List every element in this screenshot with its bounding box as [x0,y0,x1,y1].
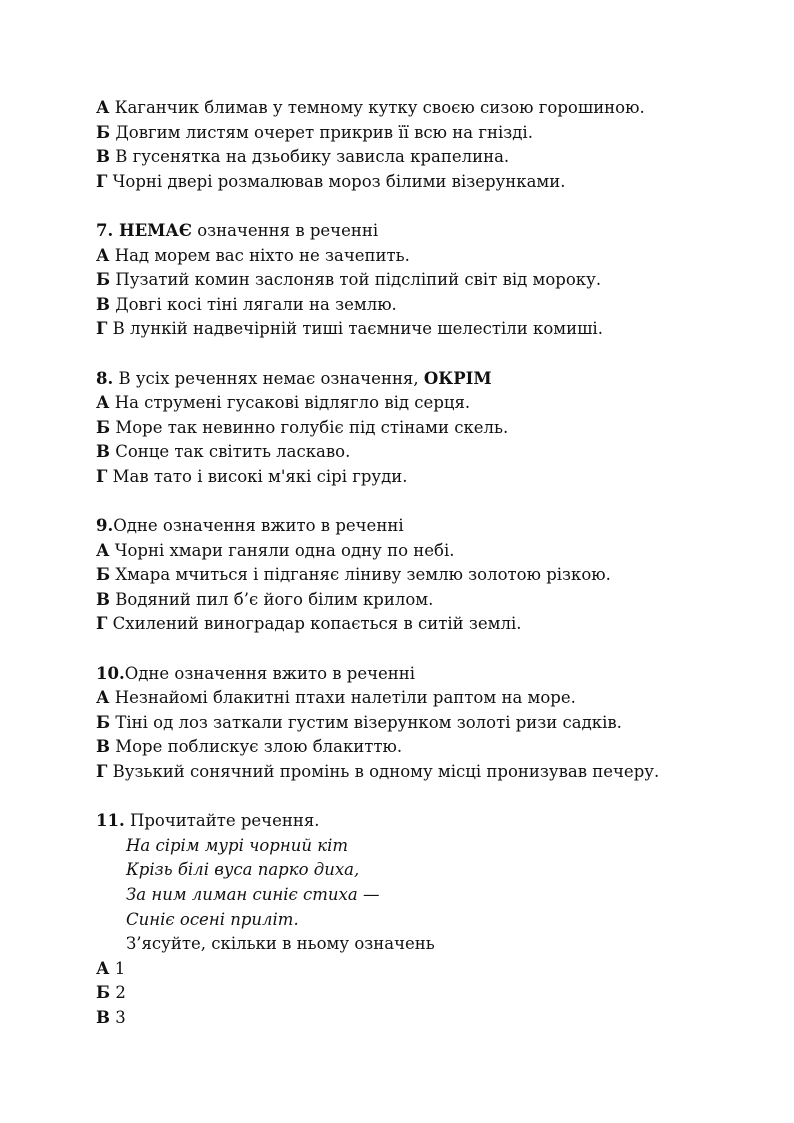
option-text: Мав тато і високі м'які сірі груди. [107,466,408,486]
option-letter: Б [96,712,111,732]
option-line [96,563,736,588]
option-line [96,539,736,564]
option-line [96,121,736,146]
option-line [96,711,736,736]
question-heading [96,662,736,687]
question-11 [96,809,736,1030]
question-heading [96,809,736,834]
spacer [96,637,736,662]
spacer [96,490,736,515]
option-text: 3 [109,1007,126,1027]
option-text: Незнайомі блакитні птахи налетіли раптом на море. [109,688,576,708]
option-letter: Г [96,319,108,339]
option-line [96,957,736,982]
option-letter: А [96,393,110,413]
option-text: Хмара мчиться і підганяє ліниву землю золотою різкою. [110,565,611,585]
question-keyword: НЕМАЄ [113,220,192,240]
option-text: Водяний пил б’є його білим крилом. [109,589,434,609]
poem-line: На сірім мурі чорний кіт [126,835,348,855]
option-line [96,391,736,416]
poem-line: Крізь білі вуса парко диха, [126,860,360,880]
option-letter: В [96,737,110,757]
option-text: Сонце так світить ласкаво. [109,442,351,462]
option-letter: Б [96,122,111,142]
test-page [96,96,736,1031]
option-text: Каганчик блимав у темному кутку своєю сизою горошиною. [109,98,645,117]
option-letter: В [96,294,110,314]
option-line [96,268,736,293]
option-line [96,735,736,760]
option-text: Море поблискує злою блакиттю. [109,737,403,757]
question-text: В усіх реченнях немає означення, [113,368,424,388]
option-letter: Г [96,171,108,191]
option-line [96,612,736,637]
question-number: 9. [96,516,114,536]
option-letter: А [96,98,110,117]
option-line [96,760,736,785]
option-letter: Б [96,417,111,437]
question-6-options [96,96,736,194]
poem-line: За ним лиман синіє стиха — [126,885,380,904]
option-letter: Б [96,270,111,290]
option-letter: А [96,245,110,265]
question-heading [96,367,736,392]
question-7 [96,219,736,342]
option-text: Море так невинно голубіє під стінами скель. [110,417,509,437]
option-text: Чорні двері розмалював мороз білими візерунками. [107,171,566,191]
option-letter: В [96,442,110,462]
option-text: Довгі косі тіні лягали на землю. [109,294,397,314]
option-text: Тіні од лоз заткали густим візерунком золоті ризи садків. [110,712,622,732]
spacer [96,342,736,367]
option-line [96,416,736,441]
option-letter: В [96,147,110,167]
option-letter: А [96,540,110,560]
option-line [96,145,736,170]
question-text: Одне означення вжито в реченні [124,663,416,683]
question-number: 8. [96,368,114,388]
option-letter: А [96,958,110,978]
spacer [96,194,736,219]
question-number: 7. [96,220,114,240]
option-text: Вузький сонячний промінь в одному місці пронизував печеру. [107,762,660,782]
question-text: Прочитайте речення. [124,811,320,831]
question-10 [96,662,736,785]
option-text: На струмені гусакові відлягло від серця. [109,393,471,413]
option-text: 2 [110,983,126,1003]
spacer [96,785,736,810]
option-line [96,244,736,269]
poem-line: Синіє осені приліт. [126,909,299,929]
question-number: 11. [96,811,125,831]
option-text: Пузатий комин заслоняв той підсліпий світ від мороку. [110,270,602,290]
option-line [96,686,736,711]
option-letter: Б [96,983,111,1003]
option-line [96,588,736,613]
option-line [96,96,736,121]
option-text: В лункій надвечірній тиші таємниче шелестіли комиші. [107,319,603,339]
question-text: Одне означення вжито в реченні [113,516,404,536]
option-letter: В [96,1007,110,1027]
question-keyword: ОКРІМ [423,368,492,388]
option-line [96,317,736,342]
option-letter: В [96,589,110,609]
question-instruction: З’ясуйте, скільки в ньому означень [126,934,435,954]
option-text: Чорні хмари ганяли одна одну по небі. [109,540,455,560]
option-letter: Г [96,762,108,782]
question-heading [96,514,736,539]
question-text: означення в реченні [191,220,379,240]
option-text: Довгим листям очерет прикрив її всю на гнізді. [110,122,533,142]
option-line [96,981,736,1006]
option-text: 1 [109,958,126,978]
option-line [96,170,736,195]
question-8 [96,367,736,490]
option-text: В гусенятка на дзьобику зависла крапелина. [109,147,510,167]
option-text: Схилений виноградар копається в ситій землі. [107,614,522,634]
option-letter: Г [96,614,108,634]
option-line [96,293,736,318]
option-line [96,440,736,465]
question-number: 10. [96,663,125,683]
option-letter: Г [96,466,108,486]
option-letter: Б [96,565,111,585]
option-letter: А [96,688,110,708]
option-line [96,465,736,490]
question-9 [96,514,736,637]
option-line [96,1006,736,1031]
question-heading [96,219,736,244]
option-text: Над морем вас ніхто не зачепить. [109,245,410,265]
